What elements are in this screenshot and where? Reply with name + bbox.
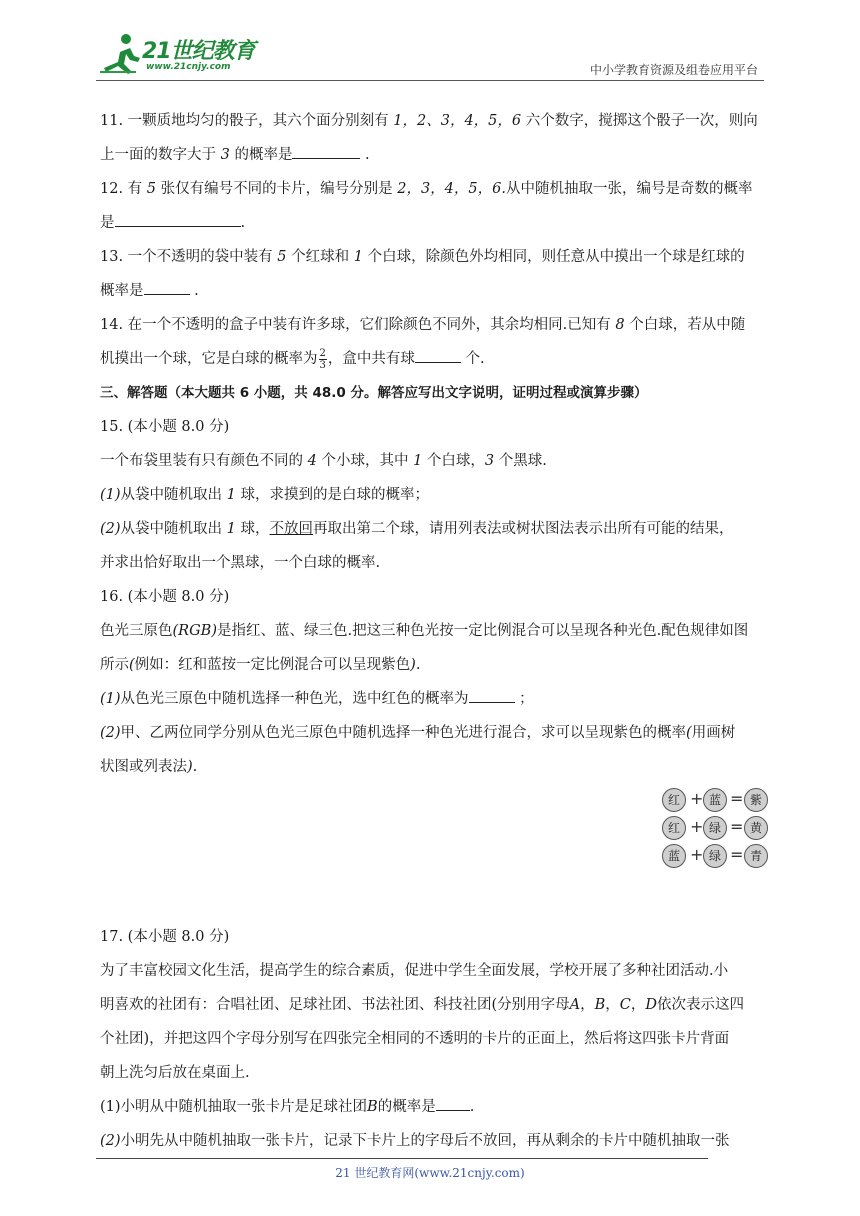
page-header	[96, 32, 764, 80]
answer-blank	[469, 684, 515, 703]
plus-sign: +	[690, 845, 704, 864]
q17-part2: (2)小明先从中随机抽取一张卡片，记录下卡片上的字母后不放回，再从剩余的卡片中随机抽取一张	[100, 1133, 730, 1149]
q16-part2: (2)甲、乙两位同学分别从色光三原色中随机选择一种色光进行混合，求可以呈现紫色的概率(用画树	[100, 725, 736, 741]
q13-line1: 13. 一个不透明的袋中装有 5 个红球和 1 个白球，除颜色外均相同，则任意从中摸出一个球是红球的	[100, 249, 745, 265]
q16-part2-cont: 状图或列表法).	[100, 759, 198, 775]
q14-line2: 机摸出一个球，它是白球的概率为 $\frac{2}{3}$ ，盒中共有球 个.	[100, 342, 764, 376]
q15-line1: 一个布袋里装有只有颜色不同的 4 个小球，其中 1 个白球，3 个黑球.	[100, 453, 547, 469]
color-equation-row	[662, 788, 772, 814]
q15-part2-cont: 并求出恰好取出一个黑球，一个白球的概率.	[100, 555, 381, 571]
logo	[96, 32, 266, 76]
q12-line2: 是 .	[100, 206, 764, 240]
color-circle: 黄	[744, 816, 768, 840]
color-circle: 绿	[703, 816, 727, 840]
color-circle: 蓝	[662, 844, 686, 868]
color-circle: 绿	[703, 844, 727, 868]
color-circle: 红	[662, 816, 686, 840]
color-circle: 青	[744, 844, 768, 868]
plus-sign: +	[690, 817, 704, 836]
color-circle: 紫	[744, 788, 768, 812]
q11-line2: 上一面的数字大于 3 的概率是 .	[100, 138, 764, 172]
color-equation-row	[662, 816, 772, 842]
q16-line1: 色光三原色(RGB)是指红、蓝、绿三色.把这三种色光按一定比例混合可以呈现各种光色.配色规律如图	[100, 623, 749, 639]
runner-logo-icon	[96, 32, 144, 76]
q16-part1: (1)从色光三原色中随机选择一种色光，选中红色的概率为 ；	[100, 682, 764, 716]
fraction: $\frac{2}{3}$	[319, 347, 326, 371]
q16-head: 16. (本小题 8.0 分)	[100, 589, 230, 605]
q17-line3: 个社团)，并把这四个字母分别写在四张完全相同的不透明的卡片的正面上，然后将这四张卡片背面	[100, 1031, 730, 1047]
q16-line2: 所示(例如：红和蓝按一定比例混合可以呈现紫色).	[100, 657, 421, 673]
color-circle: 蓝	[703, 788, 727, 812]
equals-sign: =	[730, 845, 744, 864]
answer-blank	[415, 344, 461, 363]
q14-line1: 14. 在一个不透明的盒子中装有许多球，它们除颜色不同外，其余均相同.已知有 8 个白球，若从中随	[100, 317, 746, 333]
q12-line1: 12. 有 5 张仅有编号不同的卡片，编号分别是 2，3，4，5，6.从中随机抽取一张，编号是奇数的概率	[100, 181, 753, 197]
q15-head: 15. (本小题 8.0 分)	[100, 419, 230, 435]
header-divider	[96, 80, 764, 81]
section-title: 三、解答题（本大题共 6 小题，共 48.0 分。解答应写出文字说明，证明过程或演算步骤）	[100, 385, 648, 401]
document-body	[100, 104, 764, 1158]
answer-blank	[436, 1092, 470, 1111]
q11-line1: 11. 一颗质地均匀的骰子，其六个面分别刻有 1，2、3，4，5，6 六个数字，搅掷这个骰子一次，则向	[100, 113, 758, 129]
q17-part1: (1)小明从中随机抽取一张卡片是足球社团B的概率是 .	[100, 1090, 764, 1124]
plus-sign: +	[690, 789, 704, 808]
color-mixing-figure	[662, 786, 772, 874]
q17-line2: 明喜欢的社团有：合唱社团、足球社团、书法社团、科技社团(分别用字母A，B，C，D依次表示这四	[100, 997, 745, 1013]
answer-blank	[144, 276, 190, 295]
q15-part2: (2)从袋中随机取出 1 球，不放回再取出第二个球，请用列表法或树状图法表示出所有可能的结果，	[100, 521, 734, 537]
q13-line2: 概率是 .	[100, 274, 764, 308]
platform-tagline: 中小学教育资源及组卷应用平台	[589, 63, 758, 77]
equals-sign: =	[730, 789, 744, 808]
equals-sign: =	[730, 817, 744, 836]
answer-blank	[115, 208, 241, 227]
q17-head: 17. (本小题 8.0 分)	[100, 929, 230, 945]
q17-line4: 朝上洗匀后放在桌面上.	[100, 1065, 250, 1081]
logo-brand-text: 21世纪教育	[142, 39, 255, 64]
color-equation-row	[662, 844, 772, 870]
page-footer: 21 世纪教育网(www.21cnjy.com)	[335, 1166, 525, 1180]
color-circle: 红	[662, 788, 686, 812]
footer-divider	[96, 1158, 708, 1159]
q15-part1: (1)从袋中随机取出 1 球，求摸到的是白球的概率；	[100, 487, 429, 503]
answer-blank	[292, 140, 360, 159]
logo-url-text: www.21cnjy.com	[146, 62, 231, 72]
q17-line1: 为了丰富校园文化生活，提高学生的综合素质，促进中学生全面发展，学校开展了多种社团活动.小	[100, 963, 729, 979]
